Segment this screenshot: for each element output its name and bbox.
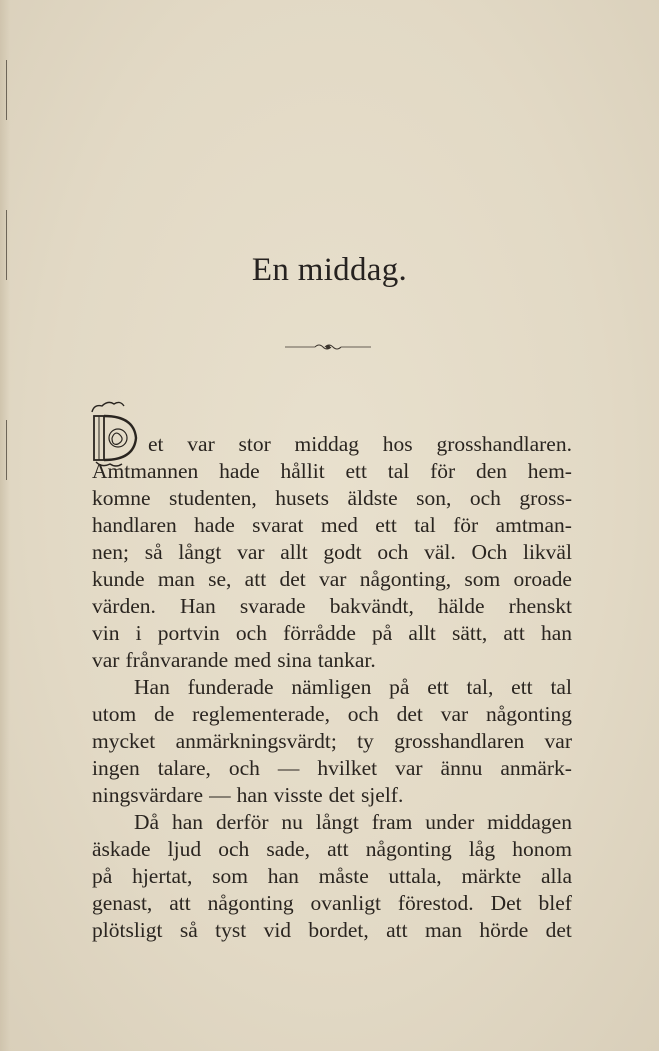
word: ännu — [440, 756, 483, 780]
text-line — [92, 539, 572, 566]
word: hörde — [479, 918, 529, 942]
word: ett — [511, 675, 533, 699]
word: gross- — [519, 486, 572, 510]
word: var — [395, 756, 423, 780]
word: de — [154, 702, 175, 726]
word: svarat — [252, 513, 304, 537]
text-line — [92, 485, 572, 512]
word: det — [396, 702, 423, 726]
text-line — [92, 809, 572, 836]
word: som — [464, 567, 501, 591]
word: förrådde — [283, 621, 356, 645]
word: måste — [318, 864, 369, 888]
word: tal — [550, 675, 572, 699]
word: på — [372, 621, 393, 645]
text-line — [92, 458, 572, 485]
word: hållit — [280, 459, 325, 483]
word: hem- — [527, 459, 572, 483]
word: tyst — [215, 918, 247, 942]
chapter-title: En middag. — [251, 252, 408, 288]
text-line — [92, 863, 572, 890]
word: hade — [219, 459, 260, 483]
word: et — [148, 432, 164, 456]
word: för — [430, 459, 456, 483]
word: rhenskt — [508, 594, 572, 618]
word: i — [135, 621, 142, 645]
word: Det — [490, 891, 522, 915]
word: någonting — [365, 837, 452, 861]
word: den — [475, 459, 507, 483]
word: tal — [414, 513, 436, 537]
word: nämligen — [291, 675, 372, 699]
word: allt — [280, 540, 308, 564]
word: tankar. — [317, 648, 376, 672]
word: plötsligt — [92, 918, 163, 942]
word: stor — [238, 432, 271, 456]
word: ovanligt — [310, 891, 381, 915]
word: och — [347, 702, 379, 726]
word: Då — [134, 810, 160, 834]
word: någonting, — [359, 567, 452, 591]
word: förestod. — [397, 891, 474, 915]
text-line — [92, 431, 572, 458]
word: han — [236, 783, 268, 807]
word: amtman- — [495, 513, 572, 537]
word: studenten, — [169, 486, 257, 510]
ornament-divider — [285, 340, 371, 354]
text-line — [92, 620, 572, 647]
word: visste — [273, 783, 323, 807]
word: han — [540, 621, 572, 645]
word: anmärk- — [500, 756, 572, 780]
word: handlaren — [92, 513, 177, 537]
word: Han — [179, 594, 216, 618]
word: långt — [178, 540, 222, 564]
word: låg — [468, 837, 496, 861]
word: någonting — [485, 702, 572, 726]
page-binding-edge — [0, 0, 10, 1051]
word: sade, — [266, 837, 310, 861]
word: ljud — [167, 837, 202, 861]
word: värden. — [92, 594, 156, 618]
word: man — [157, 567, 195, 591]
word: tal, — [466, 675, 494, 699]
word: uttala, — [388, 864, 442, 888]
word: det — [279, 567, 306, 591]
word: och — [377, 540, 409, 564]
text-line — [92, 701, 572, 728]
word: ett — [427, 675, 449, 699]
word: man — [424, 918, 462, 942]
text-line — [92, 782, 572, 809]
text-line — [92, 593, 572, 620]
word: talare, — [157, 756, 211, 780]
word: på — [389, 675, 410, 699]
word: vin — [92, 621, 120, 645]
word: mycket — [92, 729, 156, 753]
word: att — [386, 918, 408, 942]
word: och — [228, 756, 260, 780]
word: godt — [323, 540, 362, 564]
word: grosshandlaren — [394, 729, 525, 753]
word: var — [187, 432, 215, 456]
word: reglementerade, — [192, 702, 330, 726]
word: det — [328, 783, 355, 807]
word: vid — [263, 918, 292, 942]
word: var — [544, 729, 572, 753]
word: han — [172, 810, 204, 834]
word: funderade — [187, 675, 274, 699]
word: med — [320, 513, 358, 537]
text-line — [92, 566, 572, 593]
word: var — [92, 648, 120, 672]
word: Och — [471, 540, 508, 564]
word: sina — [277, 648, 312, 672]
text-line — [92, 890, 572, 917]
word: långt — [315, 810, 359, 834]
word: och — [469, 486, 501, 510]
text-line — [92, 512, 572, 539]
word: han — [267, 864, 299, 888]
edge-mark — [6, 420, 7, 480]
word: Amtmannen — [92, 459, 199, 483]
word: det — [545, 918, 572, 942]
word: var — [440, 702, 469, 726]
word: på — [92, 864, 113, 888]
word: se, — [208, 567, 232, 591]
word: att — [327, 837, 349, 861]
word: ett — [345, 459, 367, 483]
word: utom — [92, 702, 137, 726]
word: och — [235, 621, 267, 645]
word: bordet, — [308, 918, 369, 942]
word: ningsvärdare — [92, 783, 204, 807]
word: för — [453, 513, 479, 537]
word: ingen — [92, 756, 140, 780]
word: middag — [294, 432, 360, 456]
word: bakvändt, — [329, 594, 414, 618]
word: hjertat, — [132, 864, 193, 888]
text-line — [92, 755, 572, 782]
word: Han — [134, 675, 170, 699]
word: ty — [357, 729, 374, 753]
word: så — [179, 918, 198, 942]
word: med — [234, 648, 272, 672]
word: allt — [408, 621, 436, 645]
word: portvin — [157, 621, 220, 645]
word: att — [169, 891, 191, 915]
word: kunde — [92, 567, 145, 591]
word: alla — [540, 864, 572, 888]
body-text — [92, 431, 572, 944]
word: någonting — [207, 891, 294, 915]
text-line — [92, 836, 572, 863]
text-line — [92, 917, 572, 944]
word: grosshandlaren. — [436, 432, 572, 456]
word: frånvarande — [125, 648, 229, 672]
word: svarade — [239, 594, 306, 618]
text-line — [92, 674, 572, 701]
word: att — [244, 567, 267, 591]
edge-mark — [6, 60, 7, 120]
word: väl. — [424, 540, 456, 564]
text-line — [92, 728, 572, 755]
word: — — [277, 756, 300, 780]
word: märkte — [461, 864, 522, 888]
word: så — [144, 540, 163, 564]
word: likväl — [522, 540, 572, 564]
word: som — [212, 864, 248, 888]
word: äskade — [92, 837, 151, 861]
word: sätt, — [451, 621, 488, 645]
word: var — [318, 567, 347, 591]
word: komne — [92, 486, 151, 510]
drop-cap-letter: D — [86, 398, 87, 399]
word: son, — [416, 486, 452, 510]
word: hos — [382, 432, 413, 456]
word: nu — [281, 810, 303, 834]
word: sjelf. — [360, 783, 404, 807]
word: oroade — [513, 567, 572, 591]
text-line — [92, 647, 572, 674]
word: anmärkningsvärdt; — [175, 729, 337, 753]
word: var — [237, 540, 265, 564]
word: ett — [375, 513, 397, 537]
word: tal — [387, 459, 410, 483]
word: husets — [275, 486, 330, 510]
word: — — [209, 783, 231, 807]
word: honom — [512, 837, 572, 861]
word: och — [218, 837, 250, 861]
word: hade — [194, 513, 235, 537]
word: att — [503, 621, 525, 645]
word: nen; — [92, 540, 130, 564]
word: äldste — [347, 486, 398, 510]
word: blef — [538, 891, 572, 915]
word: middagen — [487, 810, 572, 834]
word: hälde — [437, 594, 485, 618]
word: hvilket — [317, 756, 378, 780]
word: fram — [371, 810, 413, 834]
word: genast, — [92, 891, 153, 915]
word: derför — [215, 810, 269, 834]
word: under — [425, 810, 475, 834]
